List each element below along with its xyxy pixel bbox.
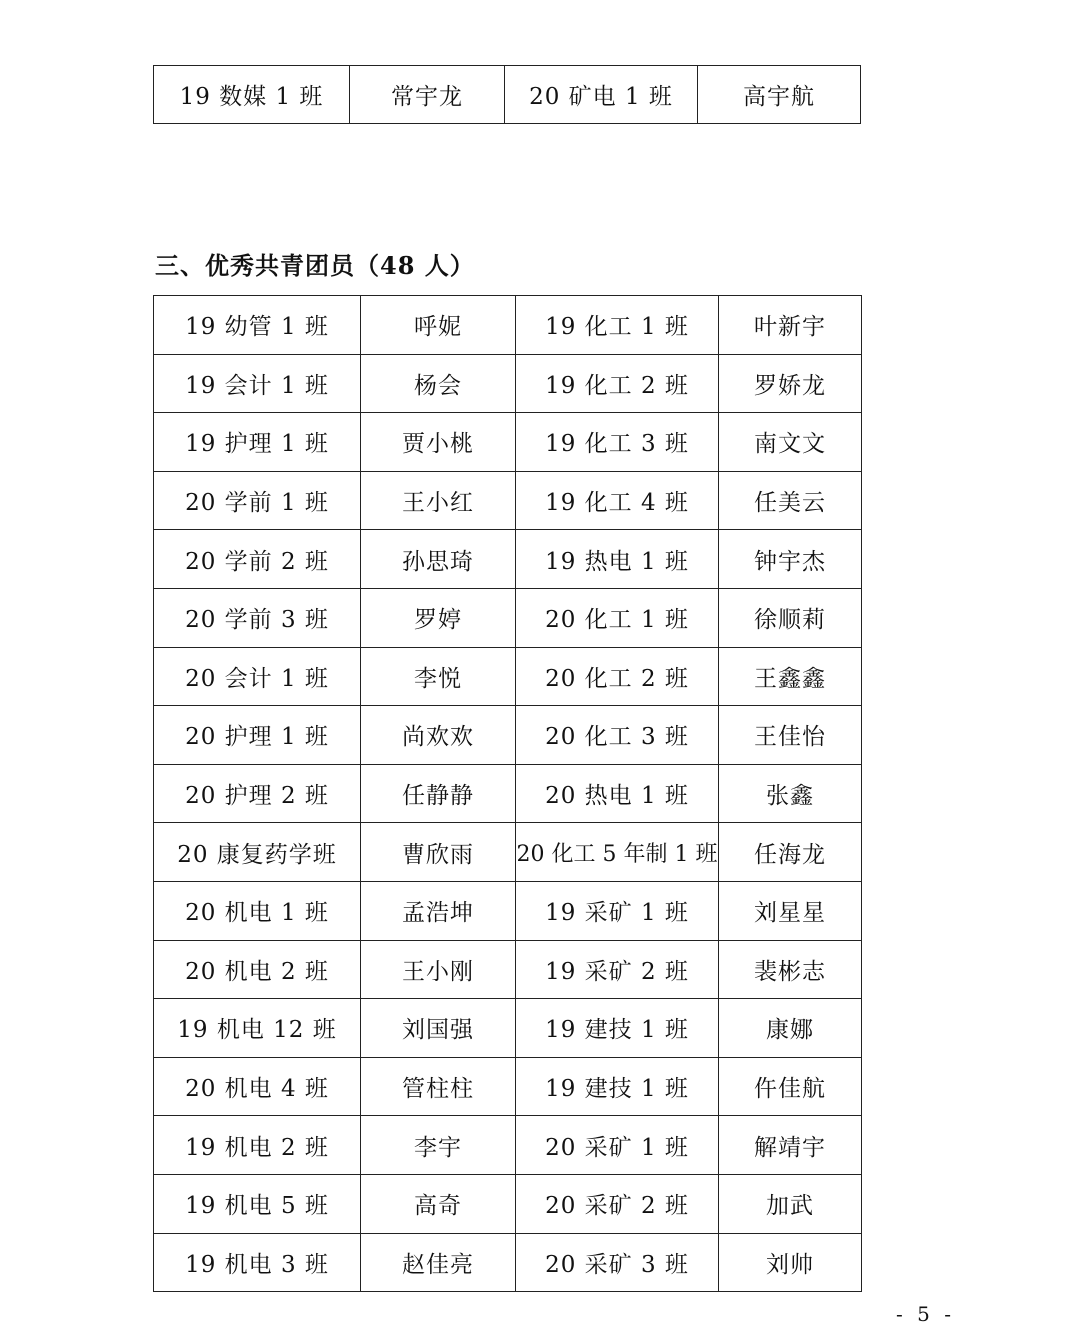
page-number: - 5 -	[896, 1302, 955, 1326]
student-name-cell: 张鑫	[719, 764, 862, 823]
table-row	[154, 588, 862, 647]
class-name-cell: 20 会计 1 班	[154, 647, 361, 706]
student-name-cell: 高奇	[361, 1174, 516, 1233]
student-name-cell: 高宇航	[698, 66, 861, 124]
class-name-cell: 20 化工 1 班	[516, 588, 719, 647]
table-row	[154, 1233, 862, 1292]
class-name-cell: 19 化工 4 班	[516, 471, 719, 530]
table-row	[154, 530, 862, 589]
class-name-cell: 20 机电 4 班	[154, 1057, 361, 1116]
class-name-cell: 19 采矿 2 班	[516, 940, 719, 999]
class-name-cell: 20 学前 3 班	[154, 588, 361, 647]
class-name-cell: 19 幼管 1 班	[154, 296, 361, 355]
class-name-cell: 19 数媒 1 班	[154, 66, 350, 124]
section-heading: 三、优秀共青团员（48 人）	[155, 251, 475, 280]
student-name-cell: 叶新宇	[719, 296, 862, 355]
table-row	[154, 647, 862, 706]
student-name-cell: 孟浩坤	[361, 881, 516, 940]
student-name-cell: 刘帅	[719, 1233, 862, 1292]
class-name-cell: 20 护理 2 班	[154, 764, 361, 823]
honor-list-table	[153, 295, 862, 1292]
student-name-cell: 钟宇杰	[719, 530, 862, 589]
table-row	[154, 706, 862, 765]
student-name-cell: 刘星星	[719, 881, 862, 940]
student-name-cell: 加武	[719, 1174, 862, 1233]
student-name-cell: 康娜	[719, 999, 862, 1058]
class-name-cell: 20 采矿 3 班	[516, 1233, 719, 1292]
student-name-cell: 任美云	[719, 471, 862, 530]
table-row	[154, 1174, 862, 1233]
table-row	[154, 881, 862, 940]
class-name-cell: 19 护理 1 班	[154, 413, 361, 472]
class-name-cell: 20 热电 1 班	[516, 764, 719, 823]
class-name-cell: 20 化工 5 年制 1 班	[516, 823, 719, 882]
class-name-cell: 19 机电 5 班	[154, 1174, 361, 1233]
class-name-cell: 19 采矿 1 班	[516, 881, 719, 940]
top-table	[153, 65, 861, 124]
table-row	[154, 471, 862, 530]
student-name-cell: 解靖宇	[719, 1116, 862, 1175]
class-name-cell: 20 采矿 2 班	[516, 1174, 719, 1233]
class-name-cell: 19 热电 1 班	[516, 530, 719, 589]
class-name-cell: 20 化工 2 班	[516, 647, 719, 706]
student-name-cell: 尚欢欢	[361, 706, 516, 765]
class-name-cell: 20 矿电 1 班	[505, 66, 698, 124]
class-name-cell: 19 建技 1 班	[516, 999, 719, 1058]
table-row	[154, 354, 862, 413]
student-name-cell: 王小红	[361, 471, 516, 530]
class-name-cell: 19 机电 3 班	[154, 1233, 361, 1292]
class-name-cell: 20 康复药学班	[154, 823, 361, 882]
student-name-cell: 仵佳航	[719, 1057, 862, 1116]
class-name-cell: 19 化工 2 班	[516, 354, 719, 413]
class-name-cell: 20 护理 1 班	[154, 706, 361, 765]
table-row	[154, 66, 861, 124]
class-name-cell: 20 学前 2 班	[154, 530, 361, 589]
student-name-cell: 裴彬志	[719, 940, 862, 999]
student-name-cell: 呼妮	[361, 296, 516, 355]
table-row	[154, 764, 862, 823]
student-name-cell: 罗娇龙	[719, 354, 862, 413]
class-name-cell: 20 采矿 1 班	[516, 1116, 719, 1175]
student-name-cell: 赵佳亮	[361, 1233, 516, 1292]
student-name-cell: 常宇龙	[350, 66, 505, 124]
student-name-cell: 李宇	[361, 1116, 516, 1175]
class-name-cell: 19 机电 12 班	[154, 999, 361, 1058]
student-name-cell: 贾小桃	[361, 413, 516, 472]
class-name-cell: 19 会计 1 班	[154, 354, 361, 413]
student-name-cell: 任海龙	[719, 823, 862, 882]
table-row	[154, 823, 862, 882]
table-row	[154, 999, 862, 1058]
class-name-cell: 19 化工 3 班	[516, 413, 719, 472]
student-name-cell: 王佳怡	[719, 706, 862, 765]
student-name-cell: 王小刚	[361, 940, 516, 999]
class-name-cell: 20 机电 1 班	[154, 881, 361, 940]
table-row	[154, 940, 862, 999]
class-name-cell: 20 化工 3 班	[516, 706, 719, 765]
class-name-cell: 19 建技 1 班	[516, 1057, 719, 1116]
class-name-cell: 20 学前 1 班	[154, 471, 361, 530]
student-name-cell: 王鑫鑫	[719, 647, 862, 706]
table-row	[154, 296, 862, 355]
student-name-cell: 罗婷	[361, 588, 516, 647]
table-row	[154, 413, 862, 472]
table-row	[154, 1116, 862, 1175]
student-name-cell: 杨会	[361, 354, 516, 413]
table-row	[154, 1057, 862, 1116]
student-name-cell: 李悦	[361, 647, 516, 706]
class-name-cell: 19 机电 2 班	[154, 1116, 361, 1175]
student-name-cell: 孙思琦	[361, 530, 516, 589]
student-name-cell: 刘国强	[361, 999, 516, 1058]
class-name-cell: 20 机电 2 班	[154, 940, 361, 999]
student-name-cell: 任静静	[361, 764, 516, 823]
class-name-cell: 19 化工 1 班	[516, 296, 719, 355]
student-name-cell: 曹欣雨	[361, 823, 516, 882]
student-name-cell: 管柱柱	[361, 1057, 516, 1116]
student-name-cell: 徐顺莉	[719, 588, 862, 647]
student-name-cell: 南文文	[719, 413, 862, 472]
